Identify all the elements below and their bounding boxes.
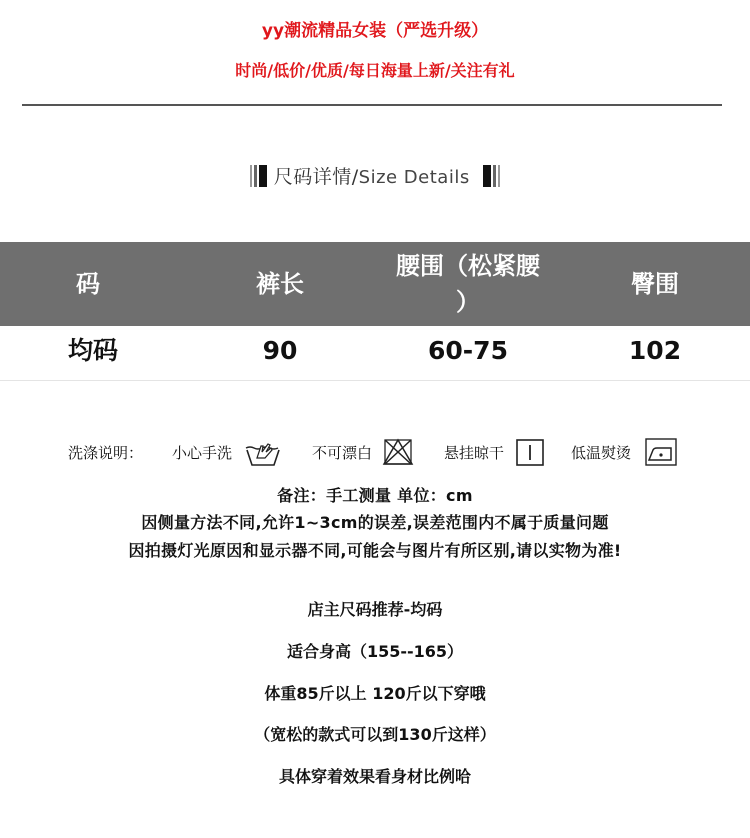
section-title-en: Size Details: [358, 167, 470, 188]
header-divider: [22, 104, 722, 106]
recommend-line-3: 体重85斤以上 120斤以下穿哦: [264, 684, 486, 703]
wash-text-iron: 低温熨烫: [571, 444, 632, 462]
cell-hip: 102: [628, 336, 682, 365]
low-iron-icon: [644, 437, 678, 467]
washing-label: 洗涤说明：: [68, 444, 144, 462]
col-length: 裤长: [256, 270, 304, 298]
hand-wash-icon: [244, 438, 282, 468]
col-size: 码: [76, 270, 100, 298]
shop-slogan: 时尚/低价/优质/每日海量上新/关注有礼: [235, 61, 515, 80]
line-dry-icon: [514, 437, 546, 467]
table-bottom-line: [0, 380, 750, 381]
section-title-cn: 尺码详情/: [273, 166, 359, 188]
shop-title: yy潮流精品女装（严选升级）: [261, 21, 489, 41]
wash-text-dry: 悬挂晾干: [444, 444, 505, 462]
washing-instructions: [0, 436, 750, 470]
section-heading: [0, 162, 750, 189]
wash-text-hand: 小心手洗: [172, 444, 233, 462]
note-line-3: 因拍摄灯光原因和显示器不同,可能会与图片有所区别,请以实物为准!: [128, 541, 622, 560]
wash-text-bleach: 不可漂白: [312, 444, 373, 462]
cell-length: 90: [262, 336, 298, 365]
recommend-line-1: 店主尺码推荐-均码: [307, 600, 443, 619]
bars-right-icon: [482, 164, 501, 187]
col-hip: 臀围: [631, 270, 679, 298]
col-waist-line2: ）: [456, 288, 480, 316]
size-table-header: [0, 242, 750, 326]
recommend-line-2: 适合身高（155--165）: [286, 642, 464, 661]
cell-waist: 60-75: [428, 336, 508, 365]
no-bleach-icon: [382, 437, 414, 467]
col-waist-line1: 腰围（松紧腰: [396, 252, 540, 280]
recommend-line-5: 具体穿着效果看身材比例哈: [278, 767, 471, 786]
bars-left-icon: [249, 164, 268, 187]
col-waist: [368, 248, 568, 320]
recommend-line-4: （宽松的款式可以到130斤这样）: [254, 725, 496, 744]
note-line-2: 因侧量方法不同,允许1~3cm的误差,误差范围内不属于质量问题: [141, 513, 609, 532]
cell-size: 均码: [67, 336, 118, 365]
note-line-1: 备注：手工测量 单位：cm: [277, 486, 473, 505]
